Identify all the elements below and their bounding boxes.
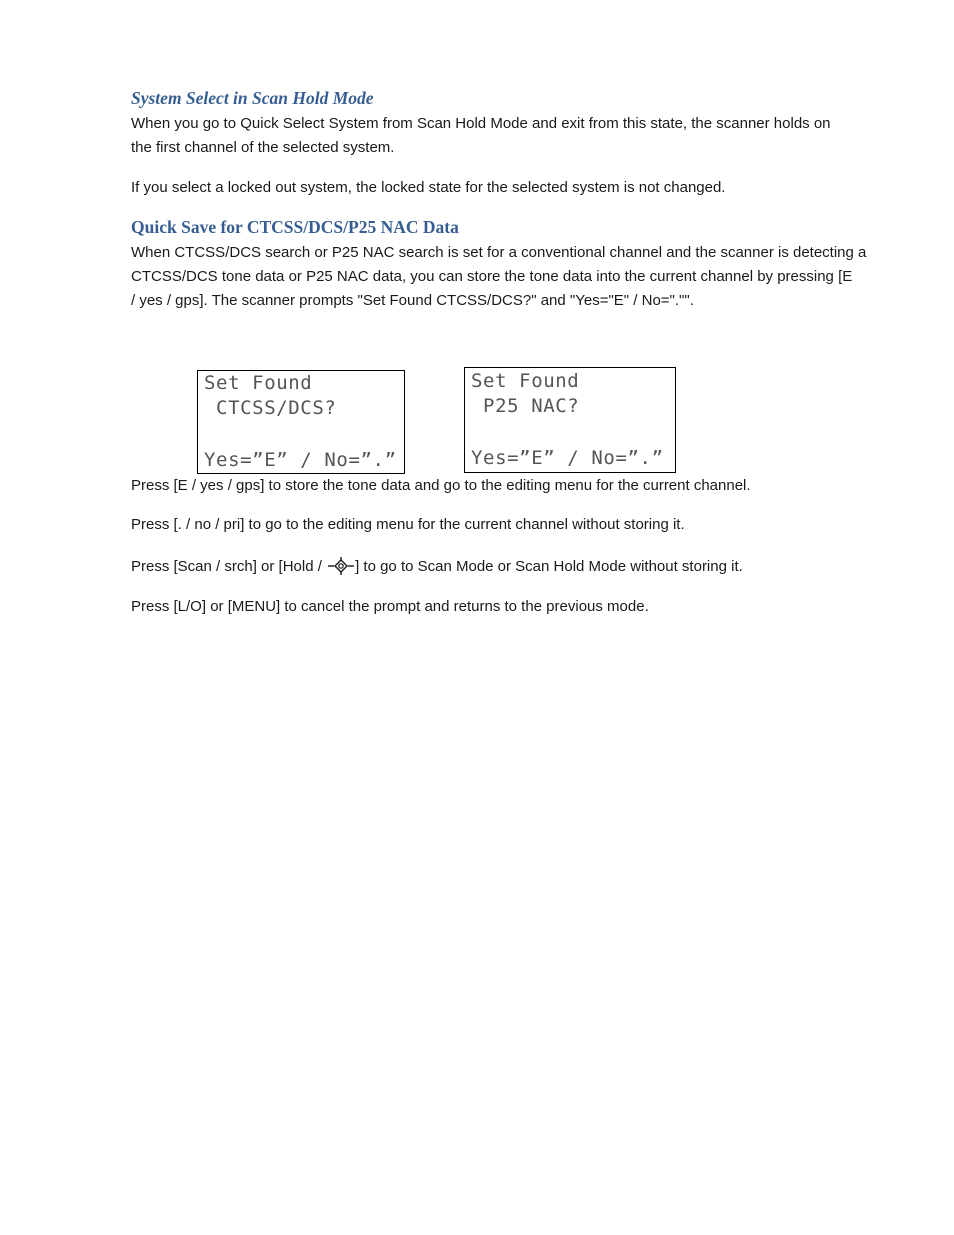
gps-target-icon [328,557,354,583]
text-line: When you go to Quick Select System from Scan Hold Mode and exit from this state, the scanner holds on [131,115,831,132]
instruction-press-e: Press [E / yes / gps] to store the tone data and go to the editing menu for the current channel. [131,477,751,494]
lcd-line: P25 NAC? [471,395,580,417]
paragraph-locked-out: If you select a locked out system, the locked state for the selected system is not changed. [131,179,726,196]
lcd-display-ctcss [197,370,405,474]
lcd-line: Set Found [204,372,313,394]
text-line: CTCSS/DCS tone data or P25 NAC data, you can store the tone data into the current channel by pressing [E [131,268,853,285]
text-line: / yes / gps]. The scanner prompts "Set Found CTCSS/DCS?" and "Yes="E" / No="."". [131,292,694,309]
instruction-press-scan [131,555,883,583]
lcd-line: Set Found [471,370,580,392]
paragraph-system-select [131,112,883,160]
section-heading-quick-save: Quick Save for CTCSS/DCS/P25 NAC Data [131,217,459,237]
instruction-text: Press [Scan / srch] or [Hold / [131,558,322,575]
lcd-line: Yes=”E” / No=”.” [204,449,397,471]
paragraph-quick-save [131,241,883,313]
lcd-line: Yes=”E” / No=”.” [471,447,664,469]
text-line: When CTCSS/DCS search or P25 NAC search is set for a conventional channel and the scanner is detecting a [131,244,867,261]
section-heading-system-select: System Select in Scan Hold Mode [131,88,374,108]
text-line: the first channel of the selected system. [131,139,395,156]
lcd-line: CTCSS/DCS? [204,397,337,419]
lcd-display-p25 [464,367,676,473]
instruction-press-lo: Press [L/O] or [MENU] to cancel the prompt and returns to the previous mode. [131,598,649,615]
instruction-text: ] to go to Scan Mode or Scan Hold Mode without storing it. [355,558,743,575]
instruction-press-dot: Press [. / no / pri] to go to the editing menu for the current channel without storing it. [131,516,685,533]
